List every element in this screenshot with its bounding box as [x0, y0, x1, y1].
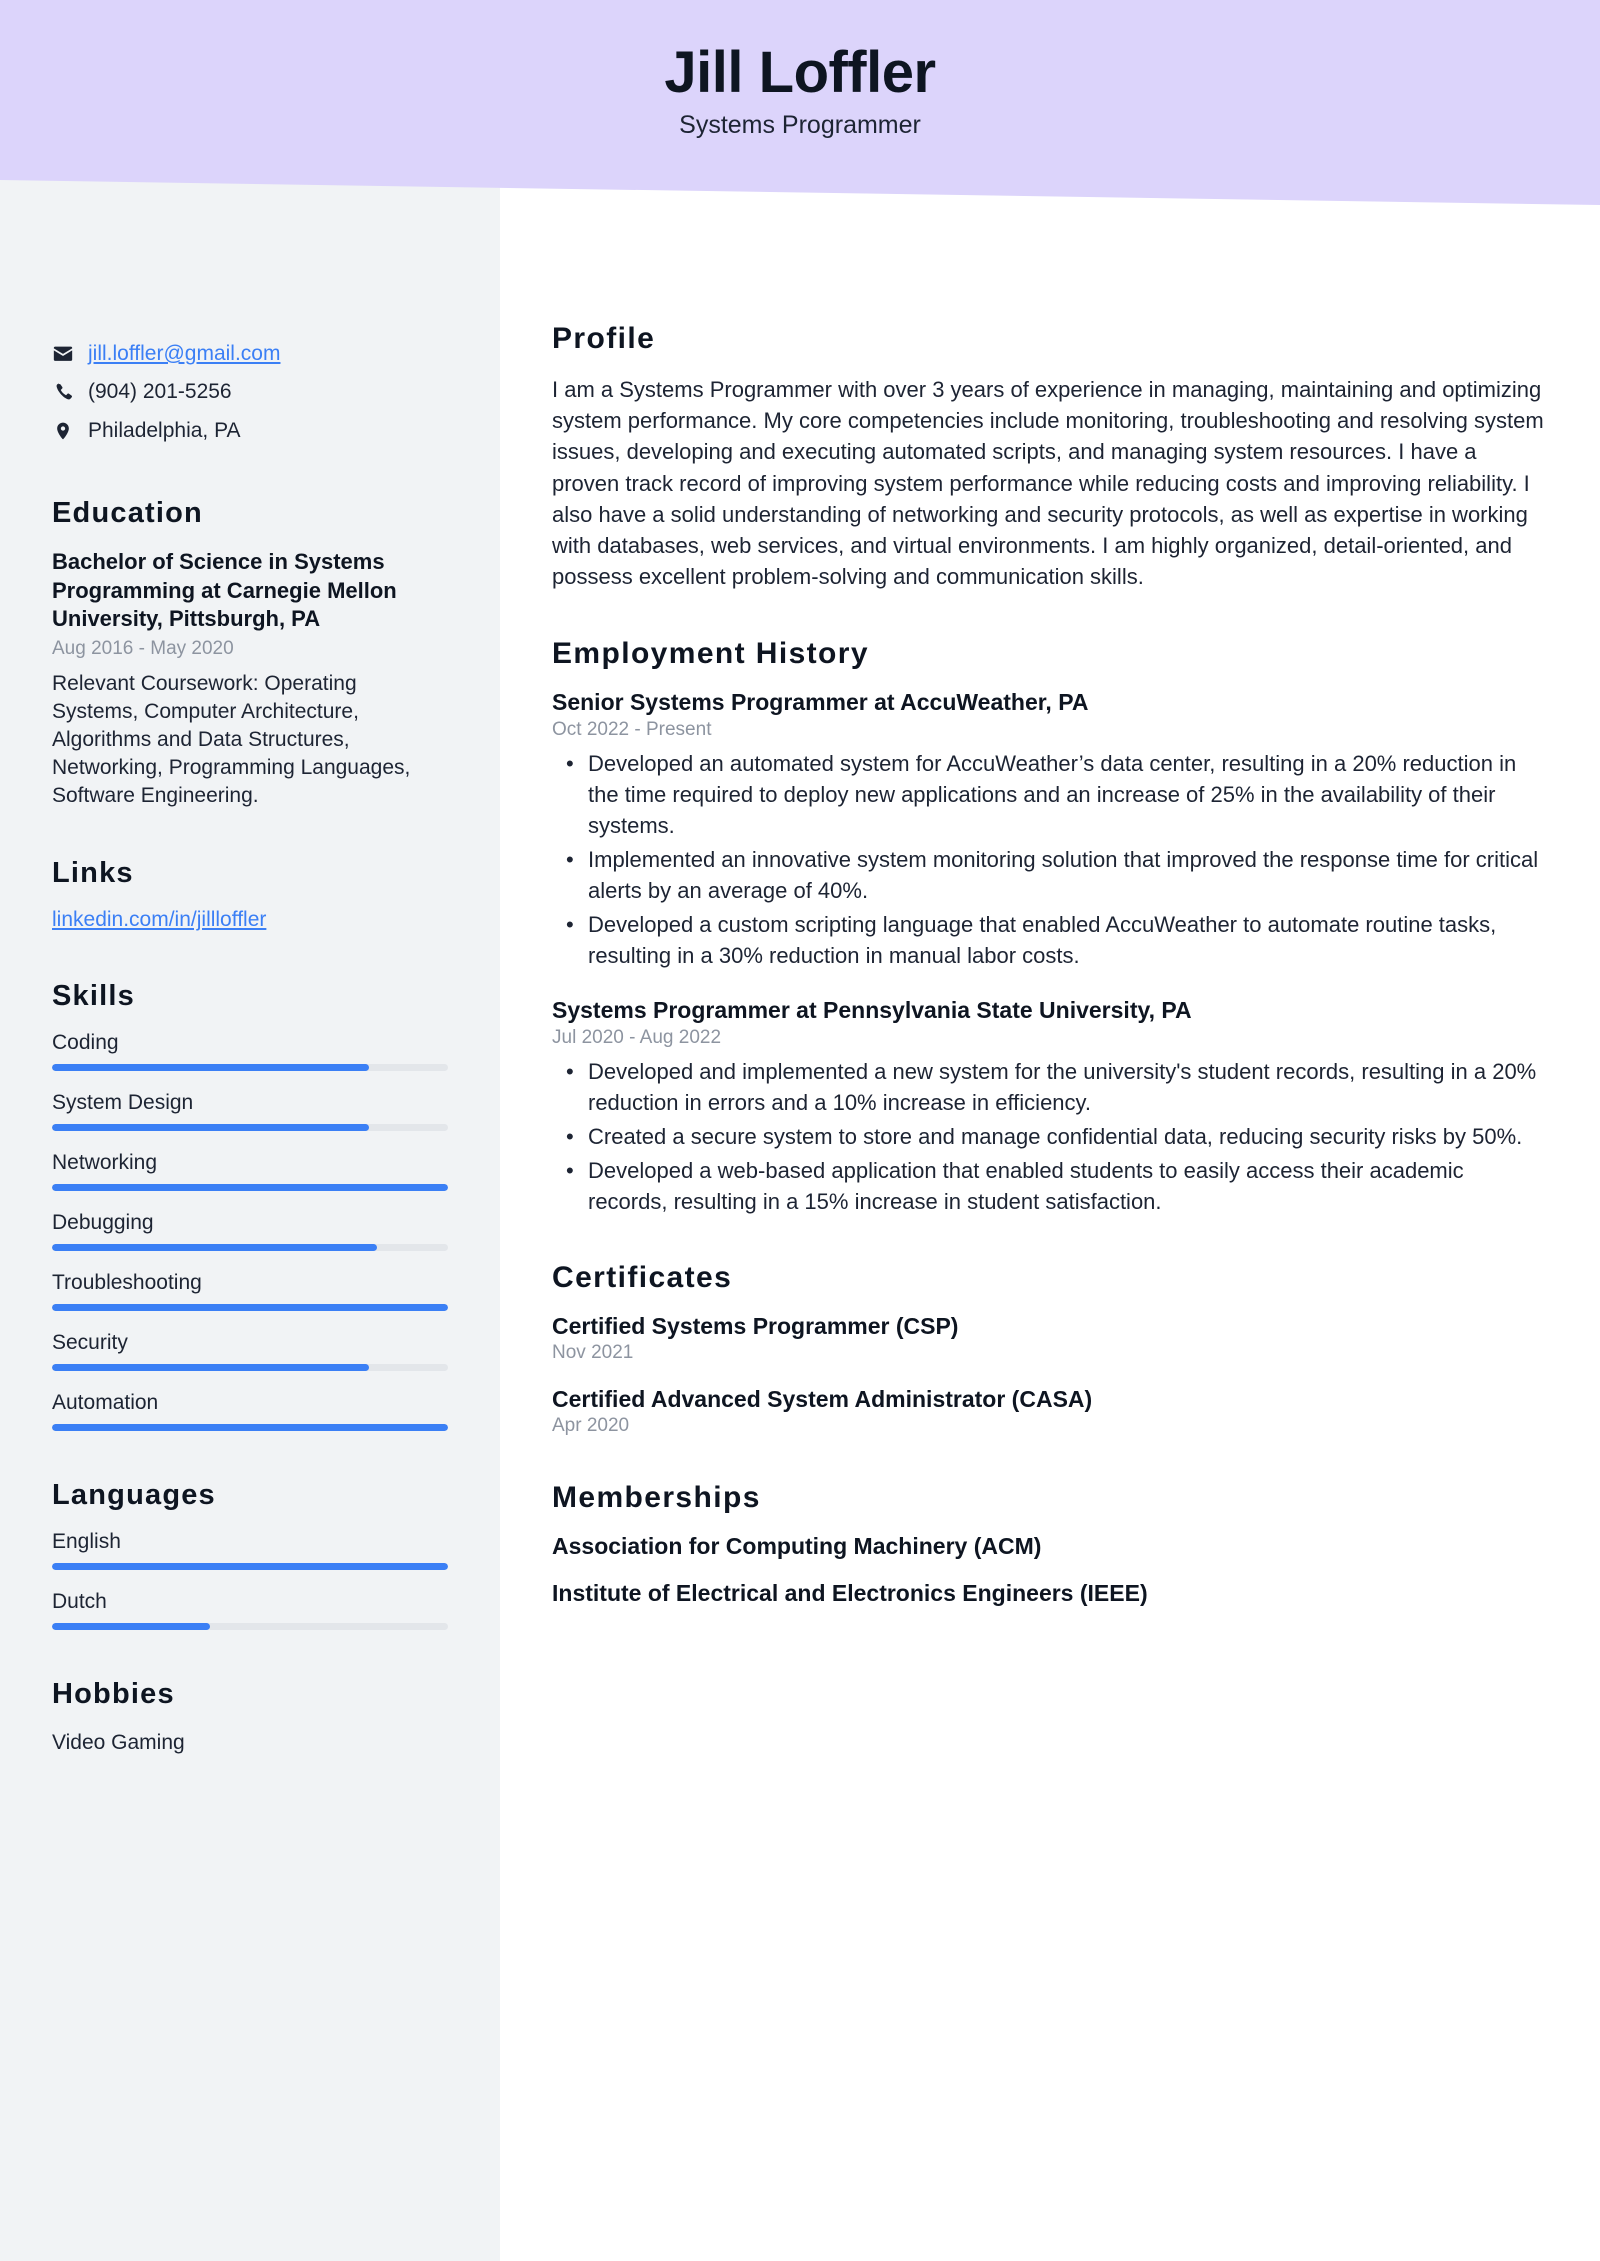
job-bullet: • Implemented an innovative system monitoring solution that improved the response time for critical alerts by an average of 40%. [552, 844, 1544, 906]
language-label: Dutch [52, 1590, 107, 1614]
job-bullet-list [552, 1056, 1544, 1217]
job-bullet-list [552, 748, 1544, 971]
skill-level-fill [52, 1244, 377, 1251]
contact-list [52, 340, 448, 445]
main-column [552, 322, 1544, 1651]
language-level-track [52, 1563, 448, 1570]
language-item [52, 1590, 448, 1630]
certificate-entry [552, 1386, 1544, 1437]
profile-section [552, 322, 1544, 593]
hobbies-text: Video Gaming [52, 1731, 185, 1755]
profile-heading: Profile [552, 322, 656, 355]
skill-item [52, 1091, 448, 1131]
skill-level-track [52, 1244, 448, 1251]
certificate-entry [552, 1313, 1544, 1364]
skill-label: Automation [52, 1391, 159, 1415]
skills-list [52, 1031, 448, 1431]
skill-level-fill [52, 1424, 448, 1431]
contact-row-location [52, 417, 448, 445]
envelope-icon [52, 343, 74, 365]
job-title: Systems Programmer at Pennsylvania State University, PA [552, 996, 1192, 1023]
certificate-title: Certified Advanced System Administrator (CASA) [552, 1385, 1093, 1412]
contact-row-email [52, 340, 448, 368]
contact-row-phone [52, 378, 448, 406]
education-heading: Education [52, 497, 203, 530]
certificates-list [552, 1313, 1544, 1437]
job-bullet: • Developed and implemented a new system for the university's student records, resulting in a 20% reduction in errors and a 10% increase in efficiency. [552, 1056, 1544, 1118]
languages-section [52, 1479, 448, 1630]
skill-item [52, 1151, 448, 1191]
job-date: Oct 2022 - Present [552, 718, 712, 740]
job-bullet: • Developed a web-based application that enabled students to easily access their academic records, resulting in a 15% increase in student satisfaction. [552, 1155, 1544, 1217]
skill-item [52, 1391, 448, 1431]
phone-number: (904) 201-5256 [88, 380, 232, 404]
language-label: English [52, 1530, 121, 1554]
skill-level-track [52, 1304, 448, 1311]
hobbies-heading: Hobbies [52, 1678, 175, 1711]
candidate-job-title: Systems Programmer [679, 110, 921, 139]
skill-level-track [52, 1124, 448, 1131]
sidebar [0, 0, 500, 2261]
job-entry [552, 689, 1544, 971]
education-section [52, 497, 448, 809]
skills-heading: Skills [52, 980, 135, 1013]
skills-section [52, 980, 448, 1431]
language-level-track [52, 1623, 448, 1630]
certificate-title: Certified Systems Programmer (CSP) [552, 1312, 959, 1339]
education-degree: Bachelor of Science in Systems Programming at Carnegie Mellon University, Pittsburgh, PA [52, 549, 397, 632]
language-level-fill [52, 1563, 448, 1570]
skill-level-fill [52, 1364, 369, 1371]
education-date: Aug 2016 - May 2020 [52, 637, 234, 659]
jobs-list [552, 689, 1544, 1217]
skill-level-fill [52, 1124, 369, 1131]
profile-text: I am a Systems Programmer with over 3 years of experience in managing, maintaining and optimizing system performance. My core competencies include monitoring, troubleshooting and resolving system issues, developing and executing automated scripts, and managing system resources. I have a proven track record of improving system performance while reducing costs and improving reliability. I also have a solid understanding of networking and security protocols, as well as expertise in working with databases, web services, and virtual environments. I am highly organized, detail-oriented, and possess excellent problem-solving and communication skills. [552, 377, 1544, 590]
language-level-fill [52, 1623, 210, 1630]
languages-list [52, 1530, 448, 1630]
skill-item [52, 1331, 448, 1371]
job-bullet: • Created a secure system to store and manage confidential data, reducing security risks by 50%. [552, 1121, 1544, 1152]
membership-item: Association for Computing Machinery (ACM) [552, 1532, 1042, 1559]
links-section [52, 857, 448, 932]
languages-heading: Languages [52, 1479, 216, 1512]
skill-level-fill [52, 1304, 448, 1311]
location-text: Philadelphia, PA [88, 418, 241, 442]
skill-label: Coding [52, 1031, 119, 1055]
job-title: Senior Systems Programmer at AccuWeather, PA [552, 688, 1089, 715]
language-item [52, 1530, 448, 1570]
memberships-list [552, 1533, 1544, 1607]
certificate-date: Apr 2020 [552, 1414, 630, 1436]
job-entry [552, 997, 1544, 1217]
skill-label: Debugging [52, 1211, 154, 1235]
employment-heading: Employment History [552, 636, 869, 670]
certificates-heading: Certificates [552, 1260, 733, 1294]
link-item [52, 908, 448, 932]
skill-label: System Design [52, 1091, 194, 1115]
skill-level-fill [52, 1184, 448, 1191]
job-date: Jul 2020 - Aug 2022 [552, 1026, 722, 1048]
skill-item [52, 1271, 448, 1311]
skill-label: Security [52, 1331, 128, 1355]
membership-item: Institute of Electrical and Electronics Engineers (IEEE) [552, 1579, 1148, 1606]
skill-label: Troubleshooting [52, 1271, 202, 1295]
skill-label: Networking [52, 1151, 158, 1175]
skill-level-track [52, 1184, 448, 1191]
memberships-heading: Memberships [552, 1480, 761, 1514]
job-bullet: • Developed a custom scripting language that enabled AccuWeather to automate routine tasks, resulting in a 30% reduction in manual labor costs. [552, 909, 1544, 971]
skill-item [52, 1211, 448, 1251]
skill-level-track [52, 1064, 448, 1071]
employment-section [552, 637, 1544, 1217]
phone-icon [52, 382, 74, 403]
email-link[interactable]: jill.loffler@gmail.com [88, 342, 281, 365]
certificates-section [552, 1261, 1544, 1437]
candidate-name: Jill Loffler [664, 40, 936, 105]
memberships-section [552, 1481, 1544, 1607]
skill-level-track [52, 1364, 448, 1371]
location-pin-icon [52, 420, 74, 442]
linkedin-link[interactable]: linkedin.com/in/jillloffler [52, 908, 267, 932]
certificate-date: Nov 2021 [552, 1341, 634, 1363]
hobbies-section [52, 1678, 448, 1757]
education-description: Relevant Coursework: Operating Systems, Computer Architecture, Algorithms and Data Structures, Networking, Programming Languages, Software Engineering. [52, 671, 411, 807]
job-bullet: • Developed an automated system for AccuWeather’s data center, resulting in a 20% reduction in the time required to deploy new applications and an increase of 25% in the availability of their systems. [552, 748, 1544, 841]
skill-level-fill [52, 1064, 369, 1071]
links-heading: Links [52, 857, 134, 890]
skill-level-track [52, 1424, 448, 1431]
skill-item [52, 1031, 448, 1071]
